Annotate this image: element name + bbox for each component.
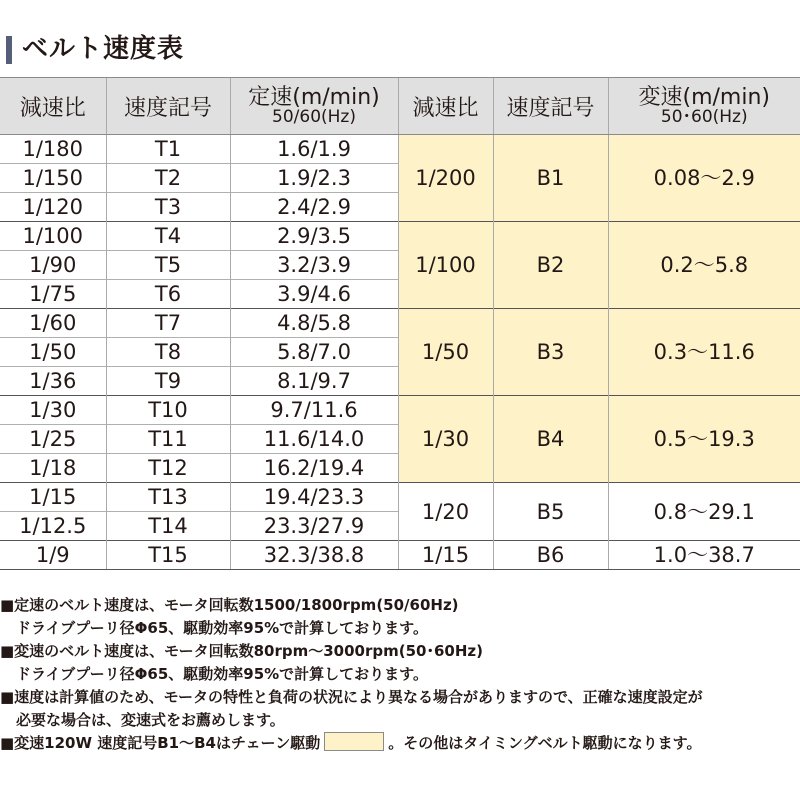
variable-code-cell: B5: [493, 483, 608, 541]
variable-speed-cell: 0.5～19.3: [608, 396, 800, 483]
fixed-ratio-cell: 1/180: [0, 135, 106, 164]
title-accent-bar: [6, 36, 12, 64]
variable-ratio-cell: 1/100: [398, 222, 493, 309]
fixed-code-cell: T3: [106, 193, 230, 222]
fixed-ratio-cell: 1/36: [0, 367, 106, 396]
header-var-code: 速度記号: [493, 78, 608, 135]
variable-code-cell: B6: [493, 541, 608, 570]
fixed-ratio-cell: 1/90: [0, 251, 106, 280]
fixed-code-cell: T7: [106, 309, 230, 338]
header-code: 速度記号: [106, 78, 230, 135]
fixed-code-cell: T11: [106, 425, 230, 454]
fixed-code-cell: T9: [106, 367, 230, 396]
variable-code-cell: B3: [493, 309, 608, 396]
fixed-code-cell: T4: [106, 222, 230, 251]
fixed-ratio-cell: 1/120: [0, 193, 106, 222]
table-row: [0, 309, 800, 338]
header-fixed-speed-sub: 50/60(Hz): [272, 106, 356, 127]
header-fixed-speed-main: 定速(m/min): [248, 84, 380, 110]
fixed-speed-cell: 4.8/5.8: [230, 309, 398, 338]
fixed-ratio-cell: 1/25: [0, 425, 106, 454]
belt-speed-table: [0, 77, 800, 570]
fixed-speed-cell: 9.7/11.6: [230, 396, 398, 425]
table-row: [0, 483, 800, 512]
fixed-speed-cell: 2.9/3.5: [230, 222, 398, 251]
variable-ratio-cell: 1/20: [398, 483, 493, 541]
fixed-speed-cell: 32.3/38.8: [230, 541, 398, 570]
fixed-code-cell: T10: [106, 396, 230, 425]
fixed-code-cell: T14: [106, 512, 230, 541]
variable-speed-cell: 0.08～2.9: [608, 135, 800, 222]
table-body: [0, 135, 800, 570]
fixed-speed-cell: 5.8/7.0: [230, 338, 398, 367]
fixed-speed-cell: 8.1/9.7: [230, 367, 398, 396]
fixed-code-cell: T5: [106, 251, 230, 280]
header-var-ratio: 減速比: [398, 78, 493, 135]
variable-speed-cell: 0.3～11.6: [608, 309, 800, 396]
fixed-ratio-cell: 1/12.5: [0, 512, 106, 541]
fixed-ratio-cell: 1/30: [0, 396, 106, 425]
fixed-ratio-cell: 1/60: [0, 309, 106, 338]
variable-ratio-cell: 1/50: [398, 309, 493, 396]
variable-ratio-cell: 1/200: [398, 135, 493, 222]
fixed-code-cell: T2: [106, 164, 230, 193]
note-3-line-2: 必要な場合は、変速式をお薦めします。: [16, 711, 285, 729]
fixed-ratio-cell: 1/150: [0, 164, 106, 193]
variable-speed-cell: 0.2～5.8: [608, 222, 800, 309]
variable-speed-cell: 1.0～38.7: [608, 541, 800, 570]
fixed-ratio-cell: 1/9: [0, 541, 106, 570]
fixed-ratio-cell: 1/15: [0, 483, 106, 512]
variable-code-cell: B1: [493, 135, 608, 222]
fixed-code-cell: T8: [106, 338, 230, 367]
fixed-speed-cell: 11.6/14.0: [230, 425, 398, 454]
fixed-speed-cell: 19.4/23.3: [230, 483, 398, 512]
table-row: [0, 396, 800, 425]
note-4-text-b: 。その他はタイミングベルト駆動になります。: [388, 734, 702, 752]
header-var-speed-main: 変速(m/min): [638, 84, 770, 110]
table-row: [0, 135, 800, 164]
header-ratio: 減速比: [0, 78, 106, 135]
header-var-speed-sub: 50･60(Hz): [660, 106, 748, 127]
header-var-speed: [608, 78, 800, 135]
variable-ratio-cell: 1/15: [398, 541, 493, 570]
fixed-speed-cell: 3.9/4.6: [230, 280, 398, 309]
fixed-code-cell: T15: [106, 541, 230, 570]
table-header-row: [0, 78, 800, 135]
fixed-speed-cell: 3.2/3.9: [230, 251, 398, 280]
variable-ratio-cell: 1/30: [398, 396, 493, 483]
fixed-speed-cell: 1.6/1.9: [230, 135, 398, 164]
note-1-line-2: ドライブプーリ径Φ65、駆動効率95%で計算しております。: [16, 619, 428, 637]
fixed-ratio-cell: 1/50: [0, 338, 106, 367]
fixed-ratio-cell: 1/100: [0, 222, 106, 251]
table-row: [0, 541, 800, 570]
chain-drive-legend-swatch: [324, 732, 384, 751]
note-4: [0, 732, 800, 755]
fixed-speed-cell: 23.3/27.9: [230, 512, 398, 541]
fixed-code-cell: T13: [106, 483, 230, 512]
fixed-code-cell: T12: [106, 454, 230, 483]
note-2-line-1: ■変速のベルト速度は、モータ回転数80rpm～3000rpm(50･60Hz): [0, 642, 483, 660]
table-row: [0, 222, 800, 251]
notes: [0, 594, 800, 755]
fixed-speed-cell: 1.9/2.3: [230, 164, 398, 193]
header-fixed-speed: [230, 78, 398, 135]
variable-code-cell: B2: [493, 222, 608, 309]
fixed-ratio-cell: 1/75: [0, 280, 106, 309]
fixed-ratio-cell: 1/18: [0, 454, 106, 483]
fixed-speed-cell: 2.4/2.9: [230, 193, 398, 222]
variable-code-cell: B4: [493, 396, 608, 483]
fixed-code-cell: T1: [106, 135, 230, 164]
variable-speed-cell: 0.8～29.1: [608, 483, 800, 541]
note-4-text-a: ■変速120W 速度記号B1～B4はチェーン駆動: [0, 734, 321, 752]
note-2-line-2: ドライブプーリ径Φ65、駆動効率95%で計算しております。: [16, 665, 428, 683]
page-title: ベルト速度表: [22, 34, 185, 64]
fixed-speed-cell: 16.2/19.4: [230, 454, 398, 483]
fixed-code-cell: T6: [106, 280, 230, 309]
note-1-line-1: ■定速のベルト速度は、モータ回転数1500/1800rpm(50/60Hz): [0, 596, 459, 614]
note-3-line-1: ■速度は計算値のため、モータの特性と負荷の状況により異なる場合がありますので、正確な速度設定が: [0, 688, 703, 706]
